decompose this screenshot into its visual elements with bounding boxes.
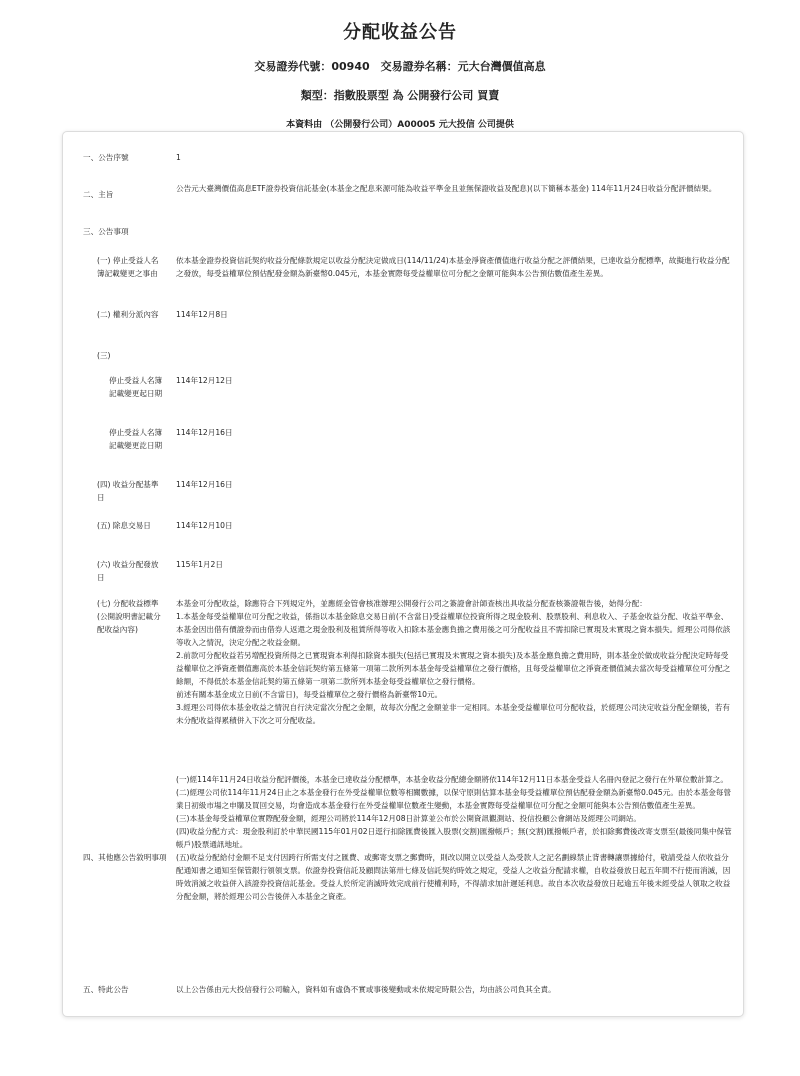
row-value: 1 <box>176 153 181 162</box>
row-label: (四) 收益分配基準日 <box>97 480 159 502</box>
row-value: 以上公告係由元大投信發行公司輸入，資料如有虛偽不實或事後變動或未依規定時限公告，均由該公司負其全責。 <box>176 985 556 994</box>
row-label: (三) <box>97 351 111 360</box>
row-value: 115年1月2日 <box>176 560 223 569</box>
row-label: 三、公告事項 <box>83 227 129 236</box>
row-label: (二) 權利分派內容 <box>97 310 159 319</box>
announcement-card <box>62 131 744 1017</box>
row-label: 五、特此公告 <box>83 985 129 994</box>
row-label: (六) 收益分配發放日 <box>97 560 159 582</box>
row-value: 114年12月16日 <box>176 428 233 437</box>
row-value: (一)經114年11月24日收益分配評價後，本基金已達收益分配標準，本基金收益分配總金額將依114年12月11日本基金受益人名冊內登記之發行在外單位數計算之。 (二)經理公司依114年11月24日止之本基金發行在外受益權單位數等相關數據，以保守原則估算本基金每受益權單位預估配發金額為新臺幣0.045元。由於本基金每營業日初級市場之申購及買回交易，均會造成本基金發行在外受益權單位數產生變動，本基金實際每受益權單位可分配之金額可能與本公告預估數值產生差異。 (三)本基金每受益權單位實際配發金額，經理公司將於114年12月08日計算並公布於公開資訊觀測站、投信投顧公會網站及經理公司網站。 (四)收益分配方式：現金股利訂於中華民國115年01月02日逕行扣除匯費後匯入股票(交割)匯撥帳戶；無(交割)匯撥帳戶者，於扣除郵費後改寄支票至(最後同集中保管帳戶)股票通訊地址。 (五)收益分配給付金額不足支付因跨行所需支付之匯費、或郵寄支票之郵費時，則改以開立以受益人為受款人之記名劃線禁止背書轉讓票據給付，敬請受益人依收益分配通知書之通知至保管銀行領領支票。依證券投資信託及顧問法第卅七條及信託契約時效之規定，受益人之收益分配請求權，自收益發放日起五年間不行使而消滅，因時效消滅之收益併入該證券投資信託基金。受益人於所定消滅時效完成前行使權利時，不得請求加計遲延利息。故自本次收益發放日起逾五年後未經受益人領取之收益分配金額，將於經理公司公告後併入本基金之資產。 <box>176 775 732 901</box>
row-label: 二、主旨 <box>83 190 114 199</box>
page-title: 分配收益公告 <box>343 22 457 43</box>
row-value: 依本基金證券投資信託契約收益分配條款規定以收益分配決定做成日(114/11/24)本基金淨資產價值進行收益分配之評價結果，已達收益分配標準，故擬進行收益分配之發放，每受益權單位預估配發金額為新臺幣0.045元，本基金實際每受益權單位可分配之金額可能與本公告預估數值產生差異。 <box>176 256 730 278</box>
row-label: (五) 除息交易日 <box>97 521 151 530</box>
row-value: 114年12月8日 <box>176 310 228 319</box>
row-value: 114年12月10日 <box>176 521 233 530</box>
source-line: 本資料由 （公開發行公司）A00005 元大投信 公司提供 <box>286 120 514 130</box>
security-line: 交易證券代號：00940 交易證券名稱：元大台灣價值高息 <box>254 60 546 73</box>
type-line: 類型：指數股票型 為 公開發行公司 買賣 <box>300 89 500 102</box>
row-label: 停止受益人名簿記載變更起日期 <box>109 376 163 398</box>
row-value: 本基金可分配收益，除應符合下列規定外，並應經金管會核准辦理公開發行公司之簽證會計師查核出具收益分配查核簽證報告後，始得分配： 1.本基金每受益權單位可分配之收益，係指以本基金除息交易日前(不含當日)受益權單位投資所得之現金股利、股票股利、利息收入、子基金收益分配、收益平準金、本基金因出借有價證券而由借券人返還之現金股利及租賃所得等收入扣除本基金應負擔之費用後之可分配收益且不需扣除已實現及未實現之資本損失。經理公司得依該等收入之情況，決定分配之收益金額。 2.前款可分配收益若另增配投資所得之已實現資本利得扣除資本損失(包括已實現及未實現之資本損失)及本基金應負擔之費用時，則本基金於做成收益分配決定時每受益權單位之淨資產價值應高於本基金信託契約第五條第一項第二款所列本基金每受益權單位之發行價格，且每受益權單位之淨資產價值減去當次每受益權單位可分配之餘額，不得低於本基金信託契約第五條第一項第二款所列本基金每受益權單位之發行價格。 前述有關本基金成立日前(不含當日)，每受益權單位之發行價格為新臺幣10元。 3.經理公司得依本基金收益之情況自行決定當次分配之金額，故每次分配之金額並非一定相同。本基金受益權單位可分配收益，於經理公司決定收益分配金額後，若有未分配收益得累積併入下次之可分配收益。 <box>176 599 731 725</box>
row-value: 114年12月16日 <box>176 480 233 489</box>
row-label: 停止受益人名簿記載變更訖日期 <box>109 428 163 450</box>
row-value: 114年12月12日 <box>176 376 233 385</box>
row-label: (一) 停止受益人名簿記載變更之事由 <box>97 256 159 278</box>
row-label: 一、公告序號 <box>83 153 129 162</box>
row-label: 四、其他應公告敘明事項 <box>83 853 167 862</box>
row-value: 公告元大臺灣價值高息ETF證券投資信託基金(本基金之配息來源可能為收益平準金且並無保證收益及配息)(以下簡稱本基金) 114年11月24日收益分配評價結果。 <box>176 184 717 193</box>
row-label: (七) 分配收益標準(公開說明書記載分配收益內容) <box>97 599 161 634</box>
